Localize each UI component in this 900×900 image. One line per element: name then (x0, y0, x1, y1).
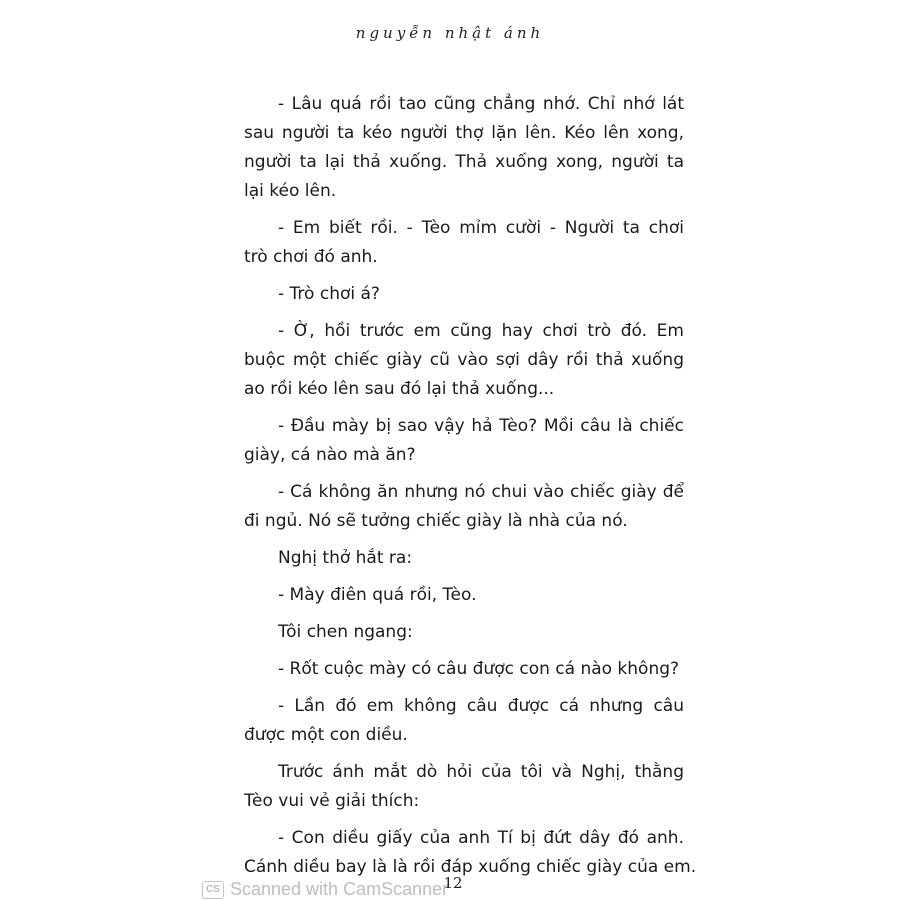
text-line: đi ngủ. Nó sẽ tưởng chiếc giày là nhà của nó. (244, 511, 628, 531)
paragraph-8 (244, 581, 684, 610)
text-line: - Trò chơi á? (278, 284, 380, 304)
text-line: ao rồi kéo lên sau đó lại thả xuống... (244, 379, 555, 399)
paragraph-10 (244, 655, 684, 684)
camscanner-logo-icon: CS (202, 881, 224, 899)
paragraph-3 (244, 280, 684, 309)
text-line: - Lần đó em không câu được cá nhưng câu (278, 696, 684, 716)
text-line: người ta lại thả xuống. Thả xuống xong, người ta (244, 152, 684, 172)
text-line: - Con diều giấy của anh Tí bị đứt dây đó anh. (278, 828, 684, 848)
paragraph-12 (244, 758, 684, 816)
text-line: lại kéo lên. (244, 181, 337, 201)
paragraph-6 (244, 478, 684, 536)
paragraph-4 (244, 317, 684, 404)
camscanner-watermark (202, 879, 448, 900)
text-line: sau người ta kéo người thợ lặn lên. Kéo lên xong, (244, 123, 684, 143)
page-number: 12 (443, 874, 463, 892)
text-line: Tèo vui vẻ giải thích: (244, 791, 420, 811)
text-line: Nghị thở hắt ra: (278, 548, 413, 568)
paragraph-2 (244, 214, 684, 272)
text-line: - Cá không ăn nhưng nó chui vào chiếc giày để (278, 482, 684, 502)
text-line: - Ờ, hồi trước em cũng hay chơi trò đó. Em (278, 321, 684, 341)
paragraph-1 (244, 90, 684, 206)
paragraph-9 (244, 618, 684, 647)
body-text (244, 90, 697, 890)
text-line: Cánh diều bay là là rồi đáp xuống chiếc giày của em. (244, 857, 697, 877)
text-line: được một con diều. (244, 725, 408, 745)
paragraph-11 (244, 692, 684, 750)
text-line: - Đầu mày bị sao vậy hả Tèo? Mồi câu là chiếc (278, 416, 684, 436)
paragraph-5 (244, 412, 684, 470)
text-line: Tôi chen ngang: (278, 622, 413, 642)
text-line: Trước ánh mắt dò hỏi của tôi và Nghị, thằng (278, 762, 684, 782)
running-header-author: nguyễn nhật ánh (355, 24, 545, 42)
text-line: buộc một chiếc giày cũ vào sợi dây rồi thả xuống (244, 350, 684, 370)
watermark-text: Scanned with CamScanner (230, 879, 449, 899)
text-line: giày, cá nào mà ăn? (244, 445, 416, 465)
text-line: trò chơi đó anh. (244, 247, 378, 267)
paragraph-7 (244, 544, 684, 573)
text-line: - Lâu quá rồi tao cũng chẳng nhớ. Chỉ nhớ lát (278, 94, 684, 114)
text-line: - Em biết rồi. - Tèo mỉm cười - Người ta chơi (278, 218, 684, 238)
text-line: - Mày điên quá rồi, Tèo. (278, 585, 477, 605)
text-line: - Rốt cuộc mày có câu được con cá nào không? (278, 659, 680, 679)
